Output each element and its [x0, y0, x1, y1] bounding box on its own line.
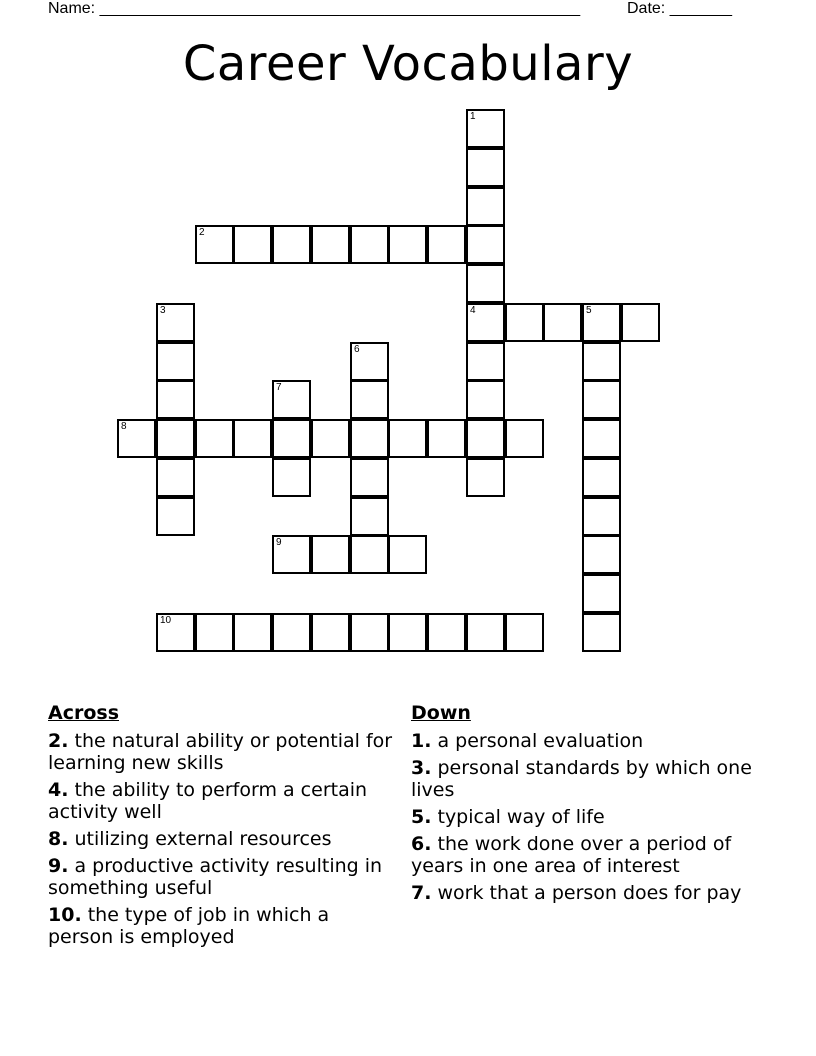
grid-cell[interactable] — [466, 264, 505, 303]
grid-cell[interactable] — [582, 342, 621, 381]
grid-cell[interactable] — [156, 613, 195, 652]
grid-cell[interactable] — [621, 303, 660, 342]
clue-text: the work done over a period of years in one area of interest — [411, 833, 732, 877]
down-clue — [411, 882, 756, 904]
cell-number: 7 — [276, 382, 282, 393]
grid-cell[interactable] — [466, 148, 505, 187]
grid-cell[interactable] — [582, 303, 621, 342]
across-clue — [48, 904, 393, 948]
grid-cell[interactable] — [427, 419, 466, 458]
clue-number: 10. — [48, 904, 82, 926]
grid-cell[interactable] — [466, 109, 505, 148]
cell-number: 4 — [470, 305, 476, 316]
grid-cell[interactable] — [466, 342, 505, 381]
grid-cell[interactable] — [350, 419, 389, 458]
name-field-label: Name: ______________________________________________________ — [48, 0, 581, 17]
clue-number: 9. — [48, 855, 69, 877]
clue-text: utilizing external resources — [68, 828, 332, 850]
grid-cell[interactable] — [466, 458, 505, 497]
grid-cell[interactable] — [272, 458, 311, 497]
cell-number: 10 — [160, 615, 172, 626]
grid-cell[interactable] — [272, 613, 311, 652]
grid-cell[interactable] — [272, 225, 311, 264]
grid-cell[interactable] — [505, 613, 544, 652]
grid-cell[interactable] — [466, 380, 505, 419]
grid-cell[interactable] — [350, 535, 389, 574]
grid-cell[interactable] — [156, 303, 195, 342]
clue-text: a productive activity resulting in something useful — [48, 855, 383, 899]
grid-cell[interactable] — [117, 419, 156, 458]
grid-cell[interactable] — [156, 380, 195, 419]
grid-cell[interactable] — [350, 380, 389, 419]
grid-cell[interactable] — [427, 613, 466, 652]
grid-cell[interactable] — [582, 574, 621, 613]
clue-text: personal standards by which one lives — [411, 757, 752, 801]
grid-cell[interactable] — [272, 535, 311, 574]
grid-cell[interactable] — [466, 187, 505, 226]
grid-cell[interactable] — [388, 613, 427, 652]
grid-cell[interactable] — [466, 613, 505, 652]
grid-cell[interactable] — [466, 225, 505, 264]
across-clue — [48, 828, 393, 850]
across-clue — [48, 855, 393, 899]
date-field-label: Date: _______ — [627, 0, 732, 17]
clue-text: a personal evaluation — [431, 730, 644, 752]
cell-number: 8 — [121, 421, 127, 432]
down-clue-list — [411, 730, 756, 904]
down-clue — [411, 730, 756, 752]
grid-cell[interactable] — [272, 380, 311, 419]
clue-number: 3. — [411, 757, 432, 779]
across-clue — [48, 730, 393, 774]
clue-number: 8. — [48, 828, 69, 850]
cell-number: 3 — [160, 305, 166, 316]
grid-cell[interactable] — [582, 613, 621, 652]
grid-cell[interactable] — [156, 342, 195, 381]
clue-text: typical way of life — [431, 806, 605, 828]
grid-cell[interactable] — [311, 535, 350, 574]
grid-cell[interactable] — [582, 419, 621, 458]
cell-number: 5 — [586, 305, 592, 316]
cell-number: 9 — [276, 537, 282, 548]
down-clue — [411, 833, 756, 877]
grid-cell[interactable] — [350, 342, 389, 381]
grid-cell[interactable] — [156, 419, 195, 458]
grid-cell[interactable] — [388, 419, 427, 458]
clue-text: work that a person does for pay — [431, 882, 742, 904]
cell-number: 2 — [199, 227, 205, 238]
grid-cell[interactable] — [195, 225, 234, 264]
down-clues — [411, 702, 756, 909]
clue-number: 1. — [411, 730, 432, 752]
across-clues — [48, 702, 393, 953]
cell-number: 1 — [470, 111, 476, 122]
grid-cell[interactable] — [582, 380, 621, 419]
grid-cell[interactable] — [350, 458, 389, 497]
grid-cell[interactable] — [388, 535, 427, 574]
grid-cell[interactable] — [156, 497, 195, 536]
across-heading: Across — [48, 702, 120, 724]
grid-cell[interactable] — [233, 613, 272, 652]
grid-cell[interactable] — [311, 613, 350, 652]
clue-number: 7. — [411, 882, 432, 904]
grid-cell[interactable] — [156, 458, 195, 497]
clue-text: the natural ability or potential for learning new skills — [48, 730, 393, 774]
clue-text: the ability to perform a certain activity well — [48, 779, 368, 823]
grid-cell[interactable] — [582, 497, 621, 536]
clue-number: 2. — [48, 730, 69, 752]
grid-cell[interactable] — [582, 535, 621, 574]
grid-cell[interactable] — [311, 225, 350, 264]
grid-cell[interactable] — [350, 225, 389, 264]
grid-cell[interactable] — [195, 613, 234, 652]
grid-cell[interactable] — [427, 225, 466, 264]
grid-cell[interactable] — [543, 303, 582, 342]
clue-text: the type of job in which a person is employed — [48, 904, 330, 948]
cell-number: 6 — [354, 344, 360, 355]
grid-cell[interactable] — [350, 497, 389, 536]
grid-cell[interactable] — [272, 419, 311, 458]
grid-cell[interactable] — [233, 419, 272, 458]
across-clue-list — [48, 730, 393, 948]
grid-cell[interactable] — [582, 458, 621, 497]
clue-number: 5. — [411, 806, 432, 828]
down-clue — [411, 757, 756, 801]
grid-cell[interactable] — [466, 419, 505, 458]
grid-cell[interactable] — [233, 225, 272, 264]
grid-cell[interactable] — [195, 419, 234, 458]
grid-cell[interactable] — [505, 303, 544, 342]
across-clue — [48, 779, 393, 823]
grid-cell[interactable] — [311, 419, 350, 458]
clue-number: 4. — [48, 779, 69, 801]
grid-cell[interactable] — [466, 303, 505, 342]
grid-cell[interactable] — [505, 419, 544, 458]
grid-cell[interactable] — [350, 613, 389, 652]
page-title: Career Vocabulary — [182, 36, 634, 92]
grid-cell[interactable] — [388, 225, 427, 264]
clue-number: 6. — [411, 833, 432, 855]
down-heading: Down — [411, 702, 471, 724]
down-clue — [411, 806, 756, 828]
